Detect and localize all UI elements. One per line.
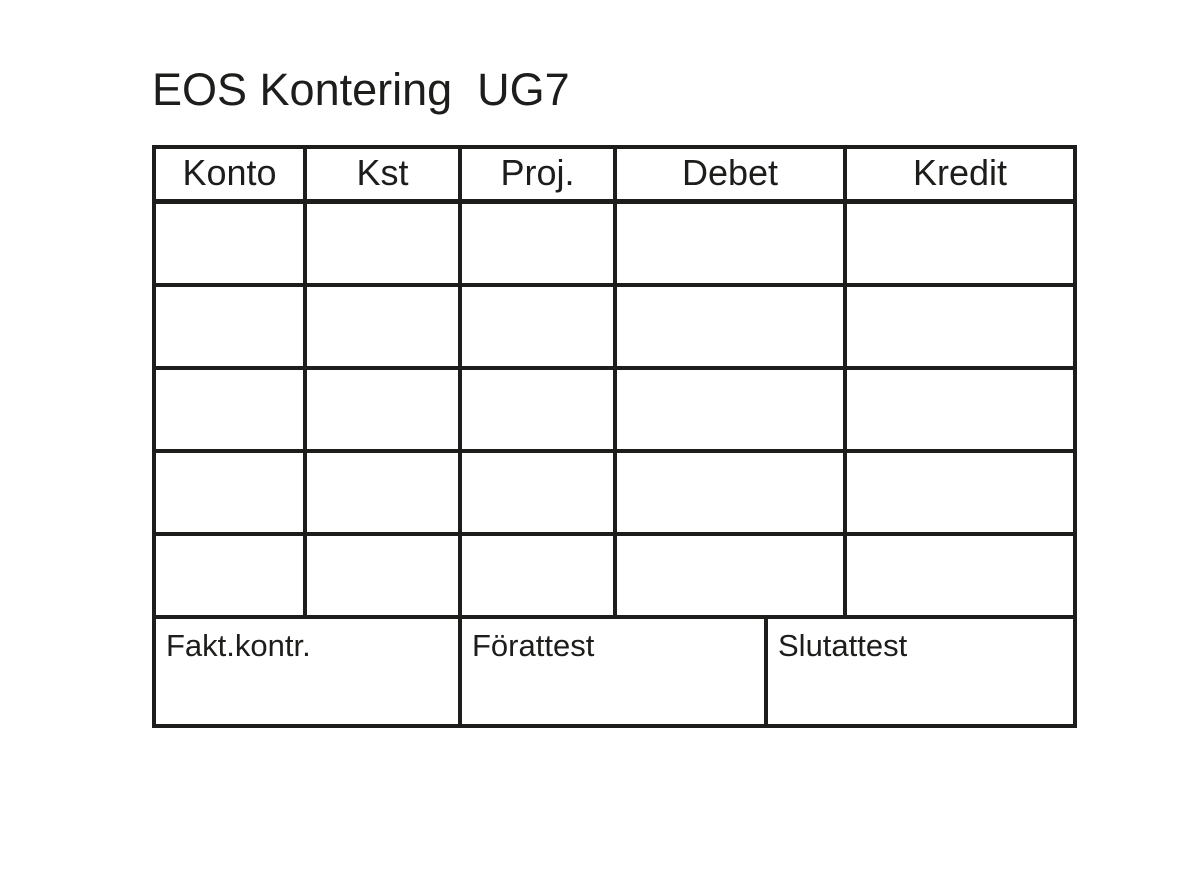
column-header-kredit: Kredit	[847, 149, 1073, 204]
table-footer-row	[156, 619, 1073, 724]
table-grid	[156, 149, 1073, 619]
table-cell	[617, 536, 847, 619]
column-header-proj: Proj.	[462, 149, 617, 204]
table-cell	[462, 370, 617, 453]
table-cell	[462, 204, 617, 287]
column-header-debet: Debet	[617, 149, 847, 204]
table-cell	[617, 204, 847, 287]
table-cell	[156, 370, 307, 453]
table-cell	[462, 453, 617, 536]
table-cell	[617, 370, 847, 453]
table-cell	[847, 370, 1073, 453]
table-cell	[462, 536, 617, 619]
page-title: EOS Kontering UG7	[152, 64, 570, 115]
table-cell	[847, 287, 1073, 370]
table-cell	[847, 453, 1073, 536]
footer-cell-forattest: Förattest	[462, 619, 768, 724]
kontering-table	[152, 145, 1077, 728]
footer-cell-slutattest: Slutattest	[778, 628, 908, 663]
table-cell	[847, 204, 1073, 287]
table-cell	[307, 370, 462, 453]
footer-cell-fakt-kontr: Fakt.kontr.	[156, 619, 462, 724]
table-cell	[156, 204, 307, 287]
column-header-kst: Kst	[307, 149, 462, 204]
table-cell	[307, 536, 462, 619]
table-cell	[462, 287, 617, 370]
table-cell	[617, 287, 847, 370]
table-cell	[307, 287, 462, 370]
table-cell	[156, 453, 307, 536]
table-cell	[307, 453, 462, 536]
table-cell	[847, 536, 1073, 619]
table-cell	[307, 204, 462, 287]
table-cell	[156, 287, 307, 370]
table-cell	[617, 453, 847, 536]
table-cell	[156, 536, 307, 619]
column-header-konto: Konto	[156, 149, 307, 204]
